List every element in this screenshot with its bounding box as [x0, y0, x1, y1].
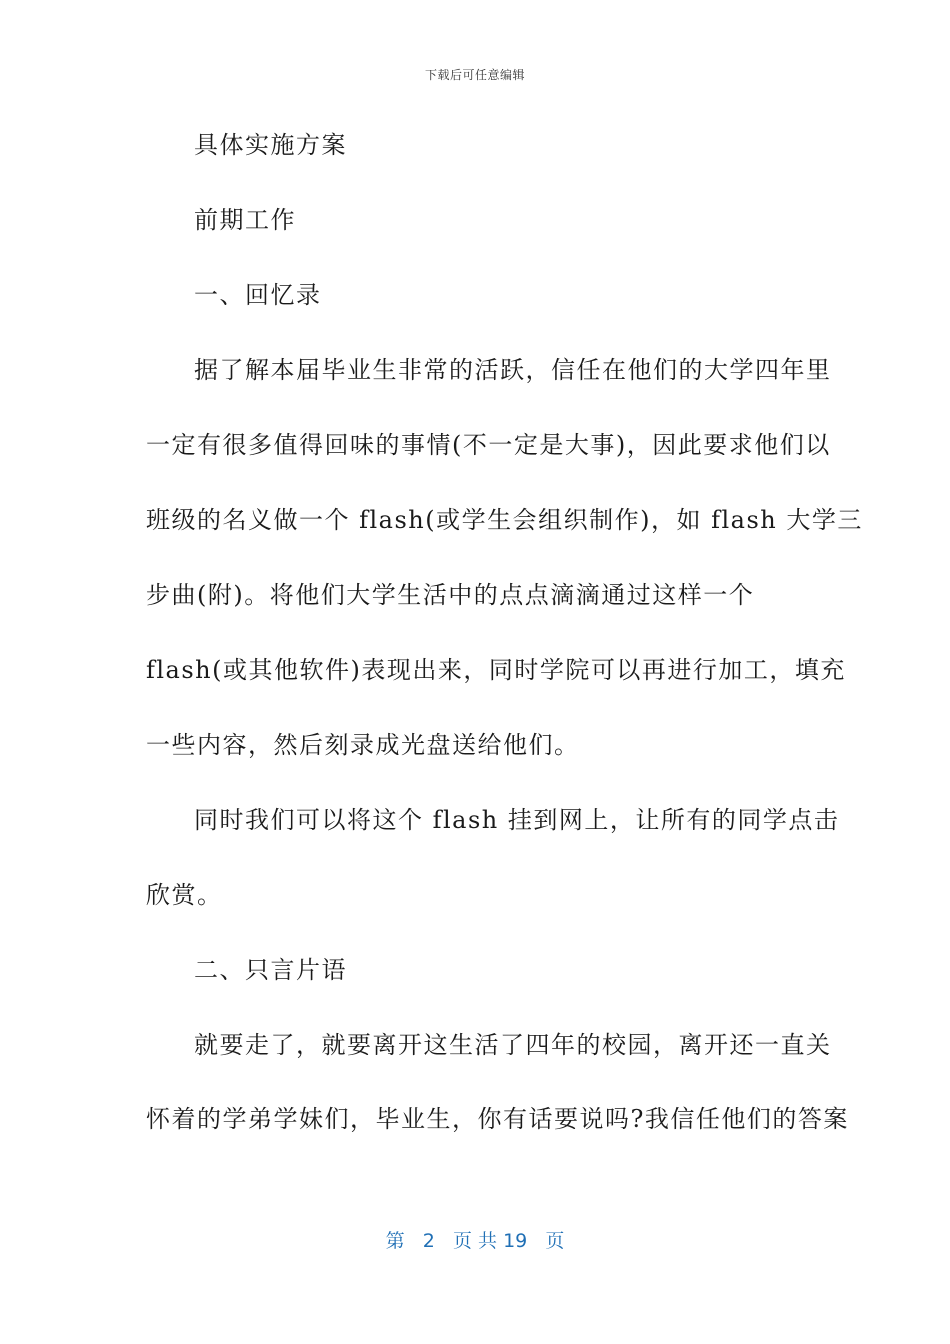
section-title-prework: 前期工作	[194, 206, 296, 234]
paragraph-line: 据了解本届毕业生非常的活跃，信任在他们的大学四年里	[194, 356, 832, 384]
paragraph-line: 一定有很多值得回味的事情(不一定是大事)，因此要求他们以	[146, 431, 831, 459]
heading-memoir: 一、回忆录	[194, 281, 322, 309]
footer-label-page: 第	[385, 1230, 405, 1252]
paragraph-line: 步曲(附)。将他们大学生活中的点点滴滴通过这样一个	[146, 581, 755, 609]
paragraph-line: 一些内容，然后刻录成光盘送给他们。	[146, 731, 580, 759]
current-page-number: 2	[422, 1230, 435, 1252]
total-pages-number: 19	[503, 1230, 528, 1252]
paragraph-line: 欣赏。	[146, 881, 223, 909]
footer-label-total: 页 共	[452, 1230, 498, 1252]
heading-words: 二、只言片语	[194, 956, 347, 984]
paragraph-line: 就要走了，就要离开这生活了四年的校园，离开还一直关	[194, 1031, 832, 1059]
footer-label-end: 页	[545, 1230, 565, 1252]
paragraph-line: flash(或其他软件)表现出来，同时学院可以再进行加工，填充	[146, 656, 846, 684]
paragraph-line: 同时我们可以将这个 flash 挂到网上，让所有的同学点击	[194, 806, 840, 834]
paragraph-line: 怀着的学弟学妹们，毕业生，你有话要说吗?我信任他们的答案	[146, 1105, 849, 1133]
page-footer	[0, 1226, 950, 1253]
section-title-plan: 具体实施方案	[194, 131, 347, 159]
paragraph-line: 班级的名义做一个 flash(或学生会组织制作)，如 flash 大学三	[146, 506, 863, 534]
page-header: 下载后可任意编辑	[424, 68, 525, 82]
